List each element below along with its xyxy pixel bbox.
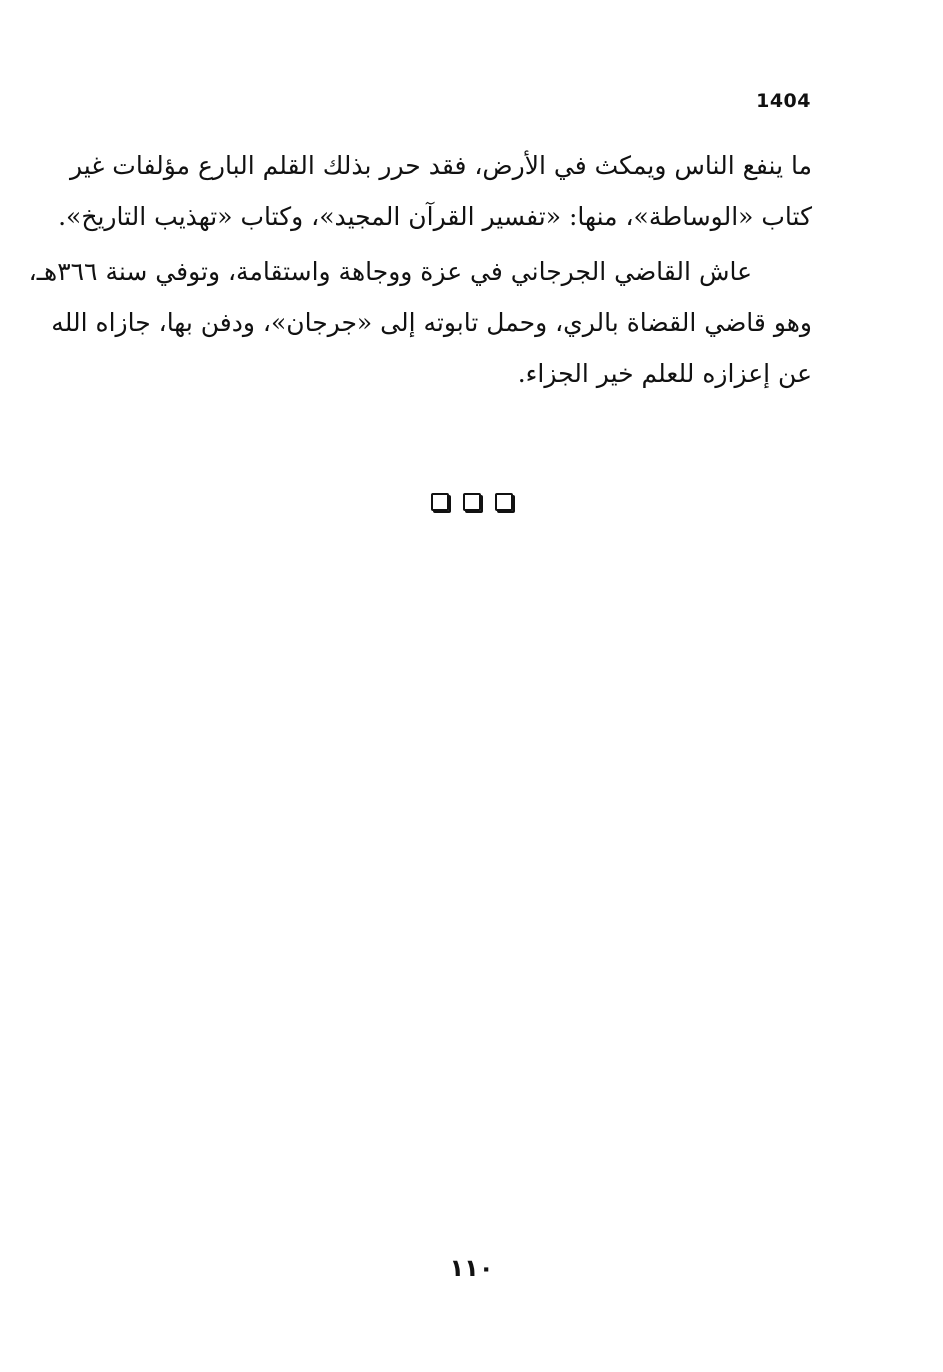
body-text	[28, 140, 812, 399]
text-line: ما ينفع الناس ويمكث في الأرض، فقد حرر بذلك القلم البارع مؤلفات غير	[69, 151, 812, 180]
text-line: عن إعزازه للعلم خير الجزاء.	[517, 359, 812, 388]
square-ornament-icon	[463, 493, 481, 511]
text-line: وهو قاضي القضاة بالري، وحمل تابوته إلى «جرجان»، ودفن بها، جازاه الله	[51, 308, 812, 337]
page-id: 1404	[756, 90, 811, 112]
page-number: ١١٠	[449, 1254, 494, 1282]
text-line: عاش القاضي الجرجاني في عزة ووجاهة واستقامة، وتوفي سنة ٣٦٦هـ،	[28, 257, 752, 286]
square-ornament-icon	[495, 493, 513, 511]
square-ornament-icon	[431, 493, 449, 511]
section-divider-ornament	[0, 493, 943, 511]
text-line: كتاب «الوساطة»، منها: «تفسير القرآن المجيد»، وكتاب «تهذيب التاريخ».	[58, 202, 812, 231]
